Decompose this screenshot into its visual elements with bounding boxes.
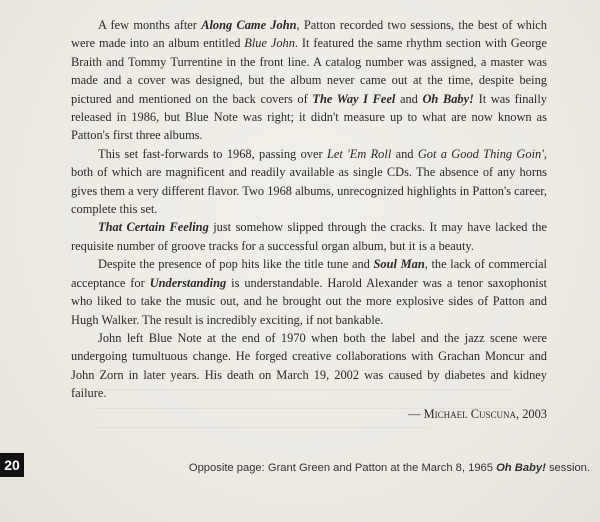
album-title: Got a Good Thing Goin' — [417, 146, 544, 161]
paragraph-2: This set fast-forwards to 1968, passing over Let 'Em Roll and Got a Good Thing Goin', both of which are magnificent and readily available as single CDs. The absence of any horns gives them a very different flavor. Two 1968 albums, unrecognized highlights in Patton's career, complete this set. — [71, 146, 547, 217]
album-title: Along Came John — [201, 18, 297, 32]
paragraph-4: Despite the presence of pop hits like the title tune and Soul Man, the lack of commercial acceptance for Understanding is understandable. Harold Alexander was a tenor saxophonist who liked to take the music out, and he brought out the more explosive sides of Patton and Hugh Walker. The result is incredibly exciting, if not bankable. — [71, 257, 548, 327]
album-title: Oh Baby! — [422, 91, 474, 106]
author-name: Michael Cuscuna — [423, 406, 517, 421]
album-title: Blue John — [244, 36, 295, 51]
album-title: That Certain Feeling — [98, 220, 209, 235]
paragraph-3: That Certain Feeling just somehow slipped through the cracks. It may have lacked the requisite number of groove tracks for a successful organ album, but it is a beauty. — [71, 220, 547, 253]
album-title: The Way I Feel — [312, 91, 396, 106]
paragraph-5: John left Blue Note at the end of 1970 when both the label and the jazz scene were undergoing tumultuous change. He forged creative collaborations with Grachan Moncur and John Zorn in later years. His death on March 19, 2002 was caused by diabetes and kidney failure. — [71, 330, 547, 401]
album-title: Let 'Em Roll — [326, 146, 392, 161]
article-body — [71, 16, 547, 423]
album-title: Oh Baby! — [496, 462, 546, 474]
song-title: Soul Man — [373, 257, 425, 272]
paragraph-1: A few months after Along Came John, Patton recorded two sessions, the best of which were made into an album entitled Blue John. It featured the same rhythm section with George Braith and Tommy Turrentine in the front line. A catalog number was assigned, a master was made and a cover was designed, but the album never came out at the time, despite being pictured and mentioned on the back covers of The Way I Feel and Oh Baby! It was finally released in 1986, but Blue Note was right; it didn't measure up to what are now known as Patton's first three albums. — [71, 18, 547, 143]
photo-caption: Opposite page: Grant Green and Patton at the March 8, 1965 Oh Baby! session. — [188, 462, 590, 474]
page-number: 20 — [0, 453, 24, 477]
author-signature: — Michael Cuscuna, 2003 — [408, 406, 547, 421]
album-title: Understanding — [149, 275, 227, 290]
